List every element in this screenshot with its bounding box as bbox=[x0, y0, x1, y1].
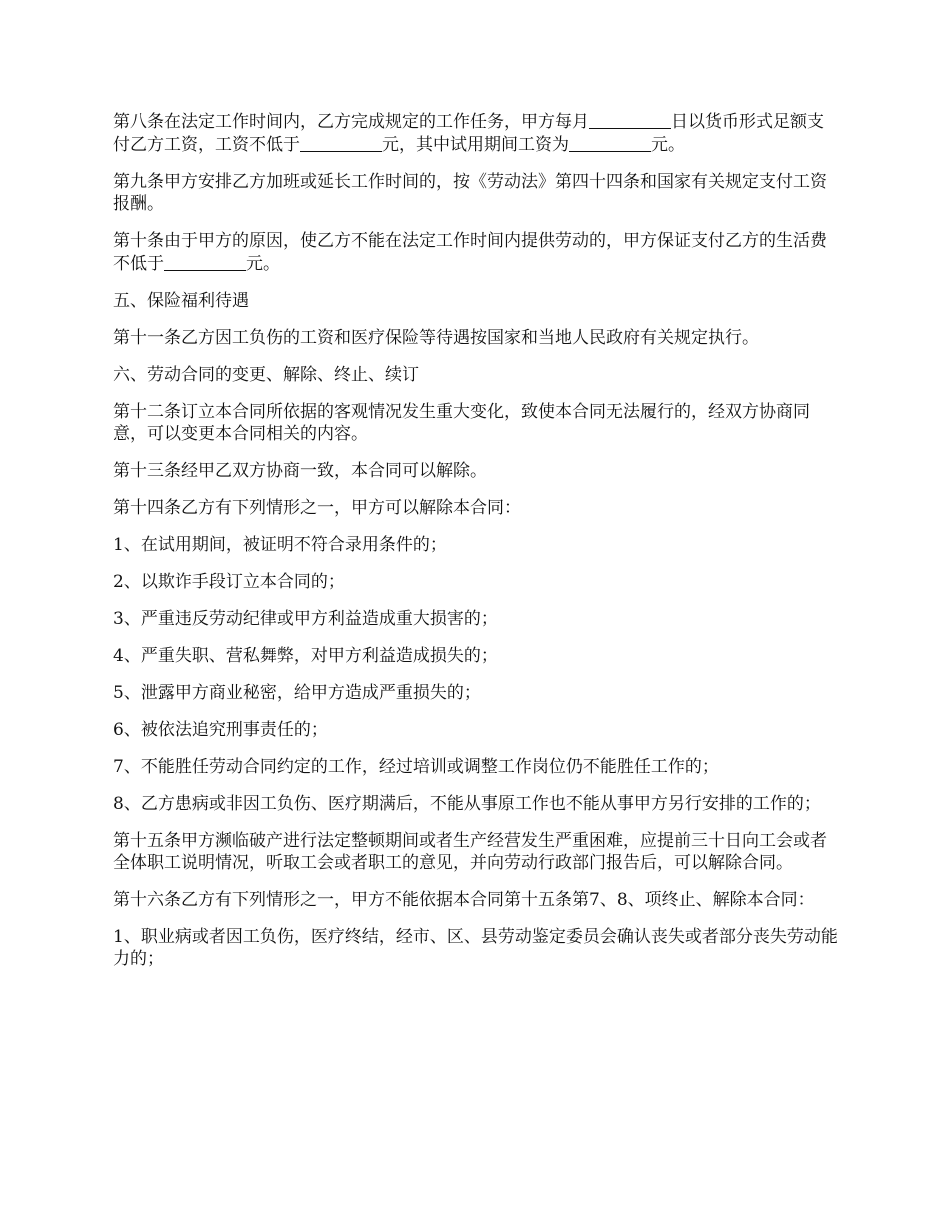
pay-day-blank bbox=[589, 110, 671, 129]
list-item-6: 6、被依法追究刑事责任的； bbox=[113, 720, 328, 740]
paragraph-article-15: 第十五条甲方濒临破产进行法定整顿期间或者生产经营发生严重困难，应提前三十日向工会或者全体职工说明情况，听取工会或者职工的意见，并向劳动行政部门报告后，可以解除合同。 bbox=[113, 831, 827, 873]
article-8-text-4: 元。 bbox=[651, 135, 685, 155]
living-allowance-blank bbox=[164, 252, 246, 271]
paragraph-article-16: 第十六条乙方有下列情形之一，甲方不能依据本合同第十五条第7、8、项终止、解除本合同： bbox=[113, 890, 815, 910]
article-8-text-3: 元，其中试用期间工资为 bbox=[382, 135, 569, 155]
paragraph-article-11: 第十一条乙方因工负伤的工资和医疗保险等待遇按国家和当地人民政府有关规定执行。 bbox=[113, 328, 759, 348]
paragraph-article-9: 第九条甲方安排乙方加班或延长工作时间的，按《劳动法》第四十四条和国家有关规定支付工资报酬。 bbox=[113, 172, 827, 214]
article-8-text-2: 日以货币形式足额支付乙方工资，工资不低于 bbox=[113, 112, 824, 155]
paragraph-article-8 bbox=[113, 110, 838, 156]
article-16-list-item-1: 1、职业病或者因工负伤，医疗终结，经市、区、县劳动鉴定委员会确认丧失或者部分丧失劳动能力的； bbox=[113, 927, 838, 969]
section-heading-contract-changes: 六、劳动合同的变更、解除、终止、续订 bbox=[113, 365, 419, 385]
list-item-1: 1、在试用期间，被证明不符合录用条件的； bbox=[113, 535, 447, 555]
section-heading-insurance: 五、保险福利待遇 bbox=[113, 291, 249, 311]
list-item-8: 8、乙方患病或非因工负伤、医疗期满后，不能从事原工作也不能从事甲方另行安排的工作的； bbox=[113, 794, 821, 814]
list-item-5: 5、泄露甲方商业秘密，给甲方造成严重损失的； bbox=[113, 683, 481, 703]
paragraph-article-10 bbox=[113, 230, 838, 275]
paragraph-article-13: 第十三条经甲乙双方协商一致，本合同可以解除。 bbox=[113, 461, 487, 481]
minimum-wage-blank bbox=[300, 133, 382, 152]
list-item-7: 7、不能胜任劳动合同约定的工作，经过培训或调整工作岗位仍不能胜任工作的； bbox=[113, 757, 719, 777]
list-item-3: 3、严重违反劳动纪律或甲方利益造成重大损害的； bbox=[113, 609, 498, 629]
paragraph-article-12: 第十二条订立本合同所依据的客观情况发生重大变化，致使本合同无法履行的，经双方协商同意，可以变更本合同相关的内容。 bbox=[113, 402, 810, 444]
article-10-text-2: 元。 bbox=[246, 254, 280, 274]
article-10-text-1: 第十条由于甲方的原因，使乙方不能在法定工作时间内提供劳动的，甲方保证支付乙方的生活费不低于 bbox=[113, 231, 827, 274]
paragraph-article-14: 第十四条乙方有下列情形之一，甲方可以解除本合同： bbox=[113, 498, 521, 518]
list-item-4: 4、严重失职、营私舞弊，对甲方利益造成损失的； bbox=[113, 646, 498, 666]
list-item-2: 2、以欺诈手段订立本合同的； bbox=[113, 572, 345, 592]
article-8-text-1: 第八条在法定工作时间内，乙方完成规定的工作任务，甲方每月 bbox=[113, 112, 589, 132]
probation-wage-blank bbox=[569, 133, 651, 152]
